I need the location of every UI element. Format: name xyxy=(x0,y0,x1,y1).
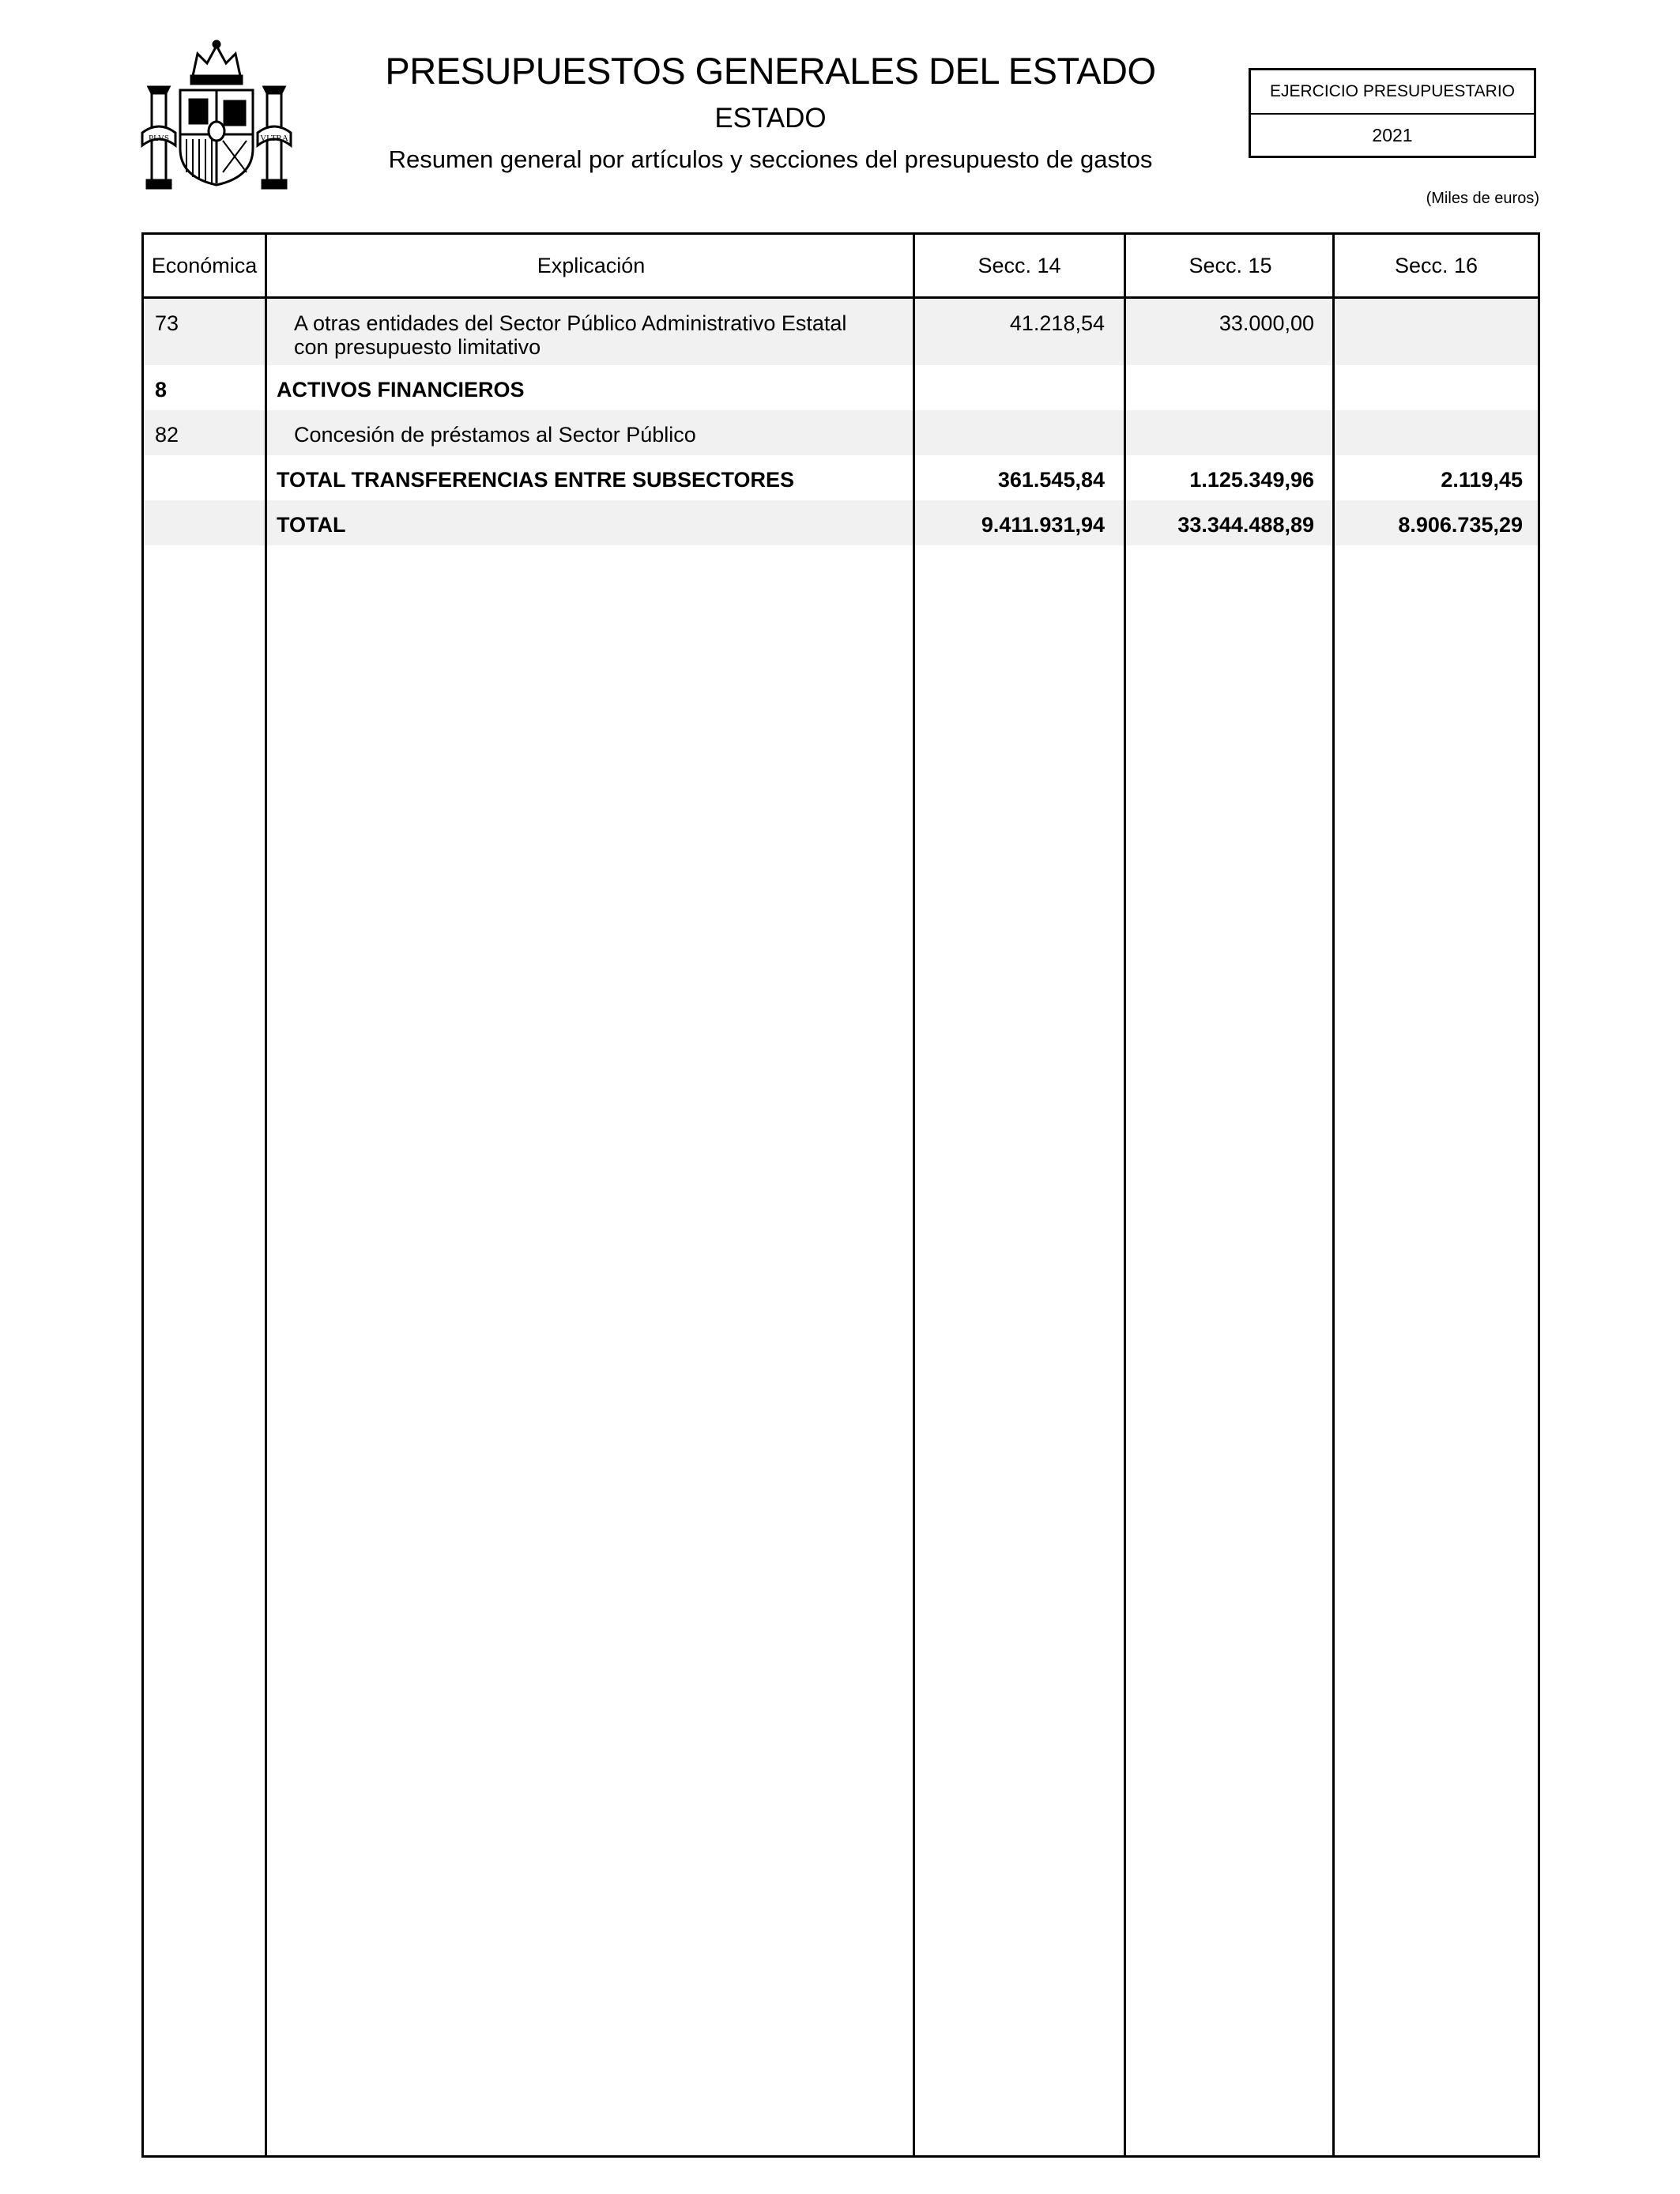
secc15-cell xyxy=(1124,410,1314,423)
secc16-cell xyxy=(1333,299,1523,311)
economica-cell xyxy=(155,455,266,468)
secc16-cell xyxy=(1333,410,1523,423)
secc16-cell: 8.906.735,29 xyxy=(1398,513,1523,537)
explanation-cell: Concesión de préstamos al Sector Público xyxy=(294,423,696,447)
page-header xyxy=(300,49,1241,175)
table-row xyxy=(144,500,1538,545)
ejercicio-box xyxy=(1249,68,1536,158)
column-divider xyxy=(913,235,915,2155)
page-subtitle: ESTADO xyxy=(714,103,827,134)
units-label: (Miles de euros) xyxy=(1426,190,1539,207)
column-header-secc16: Secc. 16 xyxy=(1394,254,1478,277)
page-description: Resumen general por artículos y secciones del presupuesto de gastos xyxy=(388,145,1153,173)
secc14-cell: 9.411.931,94 xyxy=(981,513,1105,537)
coat-of-arms-icon xyxy=(141,38,292,193)
column-header-explicacion: Explicación xyxy=(537,254,646,277)
table-row xyxy=(144,365,1538,410)
explanation-cell: TOTAL TRANSFERENCIAS ENTRE SUBSECTORES xyxy=(277,468,795,492)
budget-table xyxy=(141,232,1540,2158)
explanation-cell: ACTIVOS FINANCIEROS xyxy=(277,378,525,401)
ejercicio-year: 2021 xyxy=(1372,125,1413,145)
ejercicio-label: EJERCICIO PRESUPUESTARIO xyxy=(1251,70,1534,115)
column-header-secc14: Secc. 14 xyxy=(977,254,1061,277)
page-title: PRESUPUESTOS GENERALES DEL ESTADO xyxy=(385,50,1156,92)
economica-cell xyxy=(155,500,266,513)
explanation-cell: A otras entidades del Sector Público Administrativo Estatal con presupuesto limitativo xyxy=(294,311,847,359)
economica-cell: 8 xyxy=(155,378,168,401)
secc15-cell xyxy=(1124,365,1314,378)
table-row xyxy=(144,455,1538,500)
explanation-cell: TOTAL xyxy=(277,513,346,537)
secc14-cell: 41.218,54 xyxy=(1009,311,1105,335)
secc14-cell: 361.545,84 xyxy=(997,468,1105,492)
secc14-cell xyxy=(915,365,1105,378)
secc15-cell: 1.125.349,96 xyxy=(1189,468,1314,492)
column-header-economica: Económica xyxy=(151,254,258,277)
secc16-cell: 2.119,45 xyxy=(1441,468,1523,492)
motto-left: PLVS xyxy=(149,134,169,143)
column-divider xyxy=(1124,235,1126,2155)
secc15-cell: 33.344.488,89 xyxy=(1177,513,1314,537)
secc14-cell xyxy=(915,410,1105,423)
secc16-cell xyxy=(1333,365,1523,378)
column-divider xyxy=(1332,235,1335,2155)
motto-right: VLTRA xyxy=(260,134,288,143)
economica-cell: 82 xyxy=(155,423,179,447)
column-divider xyxy=(265,235,267,2155)
table-row xyxy=(144,299,1538,365)
column-header-secc15: Secc. 15 xyxy=(1188,254,1272,277)
secc15-cell: 33.000,00 xyxy=(1219,311,1314,335)
table-row xyxy=(144,410,1538,455)
economica-cell: 73 xyxy=(155,311,179,335)
table-header xyxy=(144,235,1538,299)
